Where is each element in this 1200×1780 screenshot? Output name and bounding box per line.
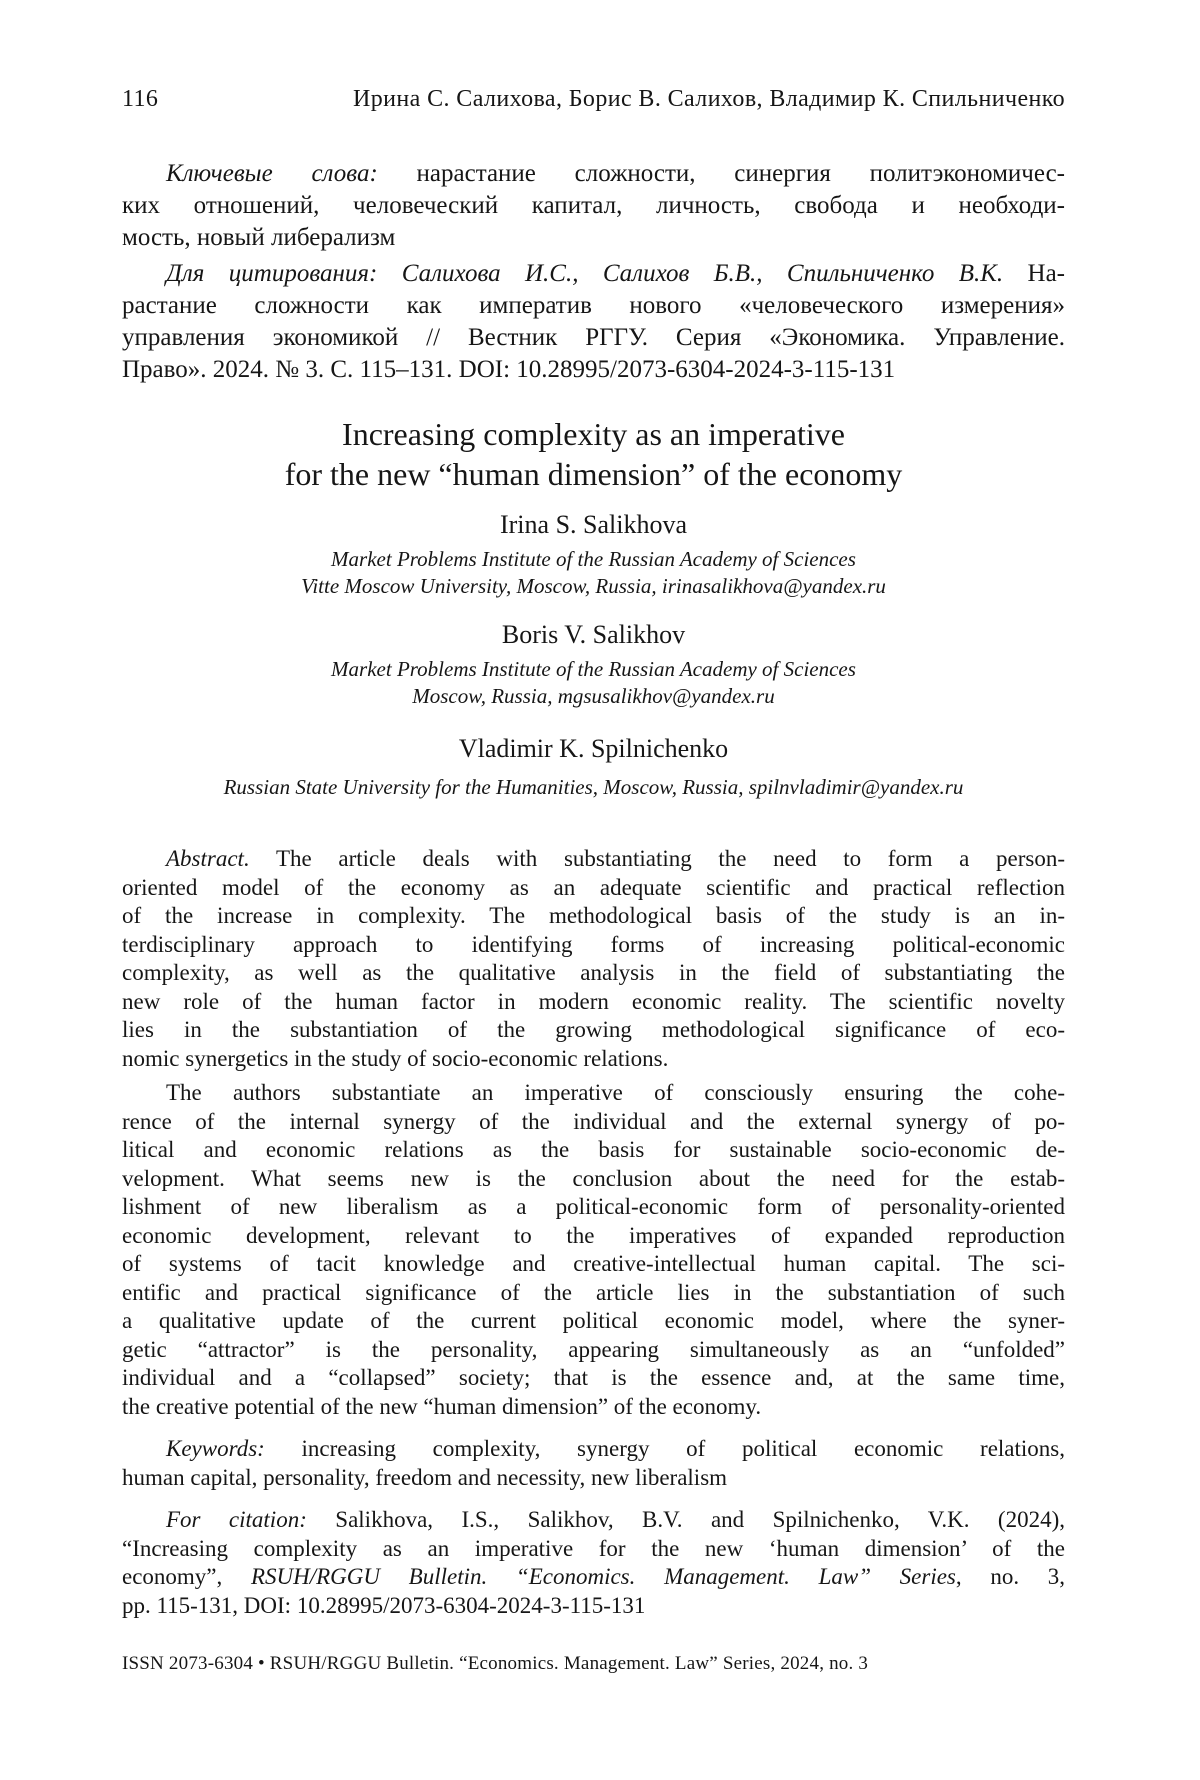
- text-line: pp. 115-131, DOI: 10.28995/2073-6304-2024-3-115-131: [122, 1592, 646, 1618]
- text-line: economic development, relevant to the imperatives of expanded reproduction: [122, 1222, 1065, 1248]
- text-line: velopment. What seems new is the conclusion about the need for the estab-: [122, 1165, 1065, 1191]
- author-name: Vladimir K. Spilnichenko: [458, 734, 729, 763]
- page-header: [122, 86, 1065, 113]
- abstract-paragraph-2: [122, 1079, 1065, 1421]
- text-line: new role of the human factor in modern economic reality. The scientific novelty: [122, 988, 1065, 1014]
- abstract-paragraph-1: [122, 845, 1065, 1073]
- text-line: Vitte Moscow University, Moscow, Russia, irinasalikhova@yandex.ru: [301, 574, 886, 598]
- text-line: Market Problems Institute of the Russian Academy of Sciences: [331, 547, 856, 571]
- text-line: Increasing complexity as an imperative: [342, 416, 845, 452]
- russian-citation-paragraph: [122, 258, 1065, 386]
- text-line: растание сложности как императив нового «человеческого измерения»: [122, 292, 1065, 319]
- text-line: entific and practical significance of the article lies in the substantiation of such: [122, 1279, 1065, 1305]
- text-line: “Increasing complexity as an imperative for the new ‘human dimension’ of the: [122, 1535, 1065, 1561]
- text-line: of systems of tacit knowledge and creative-intellectual human capital. The sci-: [122, 1251, 1065, 1276]
- page-number: 116: [122, 86, 159, 112]
- text-line: Keywords: increasing complexity, synergy of political economic relations,: [166, 1436, 1065, 1461]
- author-affiliation: [122, 546, 1065, 600]
- keywords-paragraph: [122, 1435, 1065, 1492]
- text-line: мость, новый либерализм: [122, 224, 396, 251]
- text-line: human capital, personality, freedom and necessity, new liberalism: [122, 1464, 728, 1490]
- text-line: управления экономикой // Вестник РГГУ. Серия «Экономика. Управление.: [122, 324, 1065, 351]
- abstract-section: [122, 845, 1065, 1620]
- russian-annotation: [122, 158, 1065, 386]
- text-line: The authors substantiate an imperative of consciously ensuring the cohe-: [166, 1080, 1065, 1105]
- author-block: [122, 734, 1065, 801]
- article-title: [122, 414, 1065, 494]
- text-line: for the new “human dimension” of the economy: [284, 456, 903, 492]
- text-line: a qualitative update of the current political economic model, where the syner-: [122, 1308, 1065, 1333]
- text-line: of the increase in complexity. The methodological basis of the study is an in-: [122, 903, 1065, 928]
- running-head: Ирина С. Салихова, Борис В. Салихов, Владимир К. Спильниченко: [353, 86, 1065, 112]
- text-line: Russian State University for the Humanities, Moscow, Russia, spilnvladimir@yandex.ru: [223, 775, 964, 799]
- author-name: Irina S. Salikhova: [499, 510, 688, 539]
- text-line: Market Problems Institute of the Russian Academy of Sciences: [331, 657, 856, 681]
- text-line: complexity, as well as the qualitative analysis in the field of substantiating the: [122, 960, 1065, 985]
- text-line: rence of the internal synergy of the individual and the external synergy of po-: [122, 1108, 1065, 1134]
- text-line: individual and a “collapsed” society; that is the essence and, at the same time,: [122, 1365, 1065, 1390]
- text-line: Право». 2024. № 3. С. 115–131. DOI: 10.28995/2073-6304-2024-3-115-131: [122, 356, 896, 383]
- text-line: lies in the substantiation of the growing methodological significance of eco-: [122, 1017, 1065, 1042]
- russian-keywords-paragraph: [122, 158, 1065, 254]
- author-name: Boris V. Salikhov: [501, 620, 686, 649]
- text-line: nomic synergetics in the study of socio-economic relations.: [122, 1045, 669, 1071]
- text-line: Ключевые слова: нарастание сложности, синергия политэкономичес-: [166, 160, 1065, 187]
- authors-section: [122, 510, 1065, 801]
- text-line: terdisciplinary approach to identifying forms of increasing political-economic: [122, 931, 1065, 957]
- citation-paragraph: [122, 1506, 1065, 1620]
- text-line: Moscow, Russia, mgsusalikhov@yandex.ru: [412, 684, 775, 708]
- text-line: oriented model of the economy as an adequate scientific and practical reflection: [122, 874, 1065, 900]
- text-line: getic “attractor” is the personality, appearing simultaneously as an “unfolded”: [122, 1336, 1065, 1362]
- author-block: [122, 510, 1065, 600]
- text-line: lishment of new liberalism as a political-economic form of personality-oriented: [122, 1194, 1065, 1219]
- page-footer: ISSN 2073-6304 • RSUH/RGGU Bulletin. “Economics. Management. Law” Series, 2024, no. 3: [122, 1653, 869, 1674]
- text-line: economy”, RSUH/RGGU Bulletin. “Economics. Management. Law” Series, no. 3,: [122, 1564, 1066, 1589]
- text-line: ких отношений, человеческий капитал, личность, свобода и необходи-: [122, 192, 1065, 219]
- text-line: Abstract. The article deals with substantiating the need to form a person-: [166, 846, 1065, 871]
- text-line: For citation: Salikhova, I.S., Salikhov, B.V. and Spilnichenko, V.K. (2024),: [166, 1507, 1065, 1532]
- text-line: Для цитирования: Салихова И.С., Салихов Б.В., Спильниченко В.К. На-: [166, 260, 1065, 287]
- text-line: the creative potential of the new “human dimension” of the economy.: [122, 1393, 762, 1419]
- text-line: litical and economic relations as the basis for sustainable socio-economic de-: [122, 1137, 1065, 1162]
- author-affiliation: [122, 656, 1065, 710]
- author-affiliation: [122, 774, 1065, 801]
- author-block: [122, 620, 1065, 710]
